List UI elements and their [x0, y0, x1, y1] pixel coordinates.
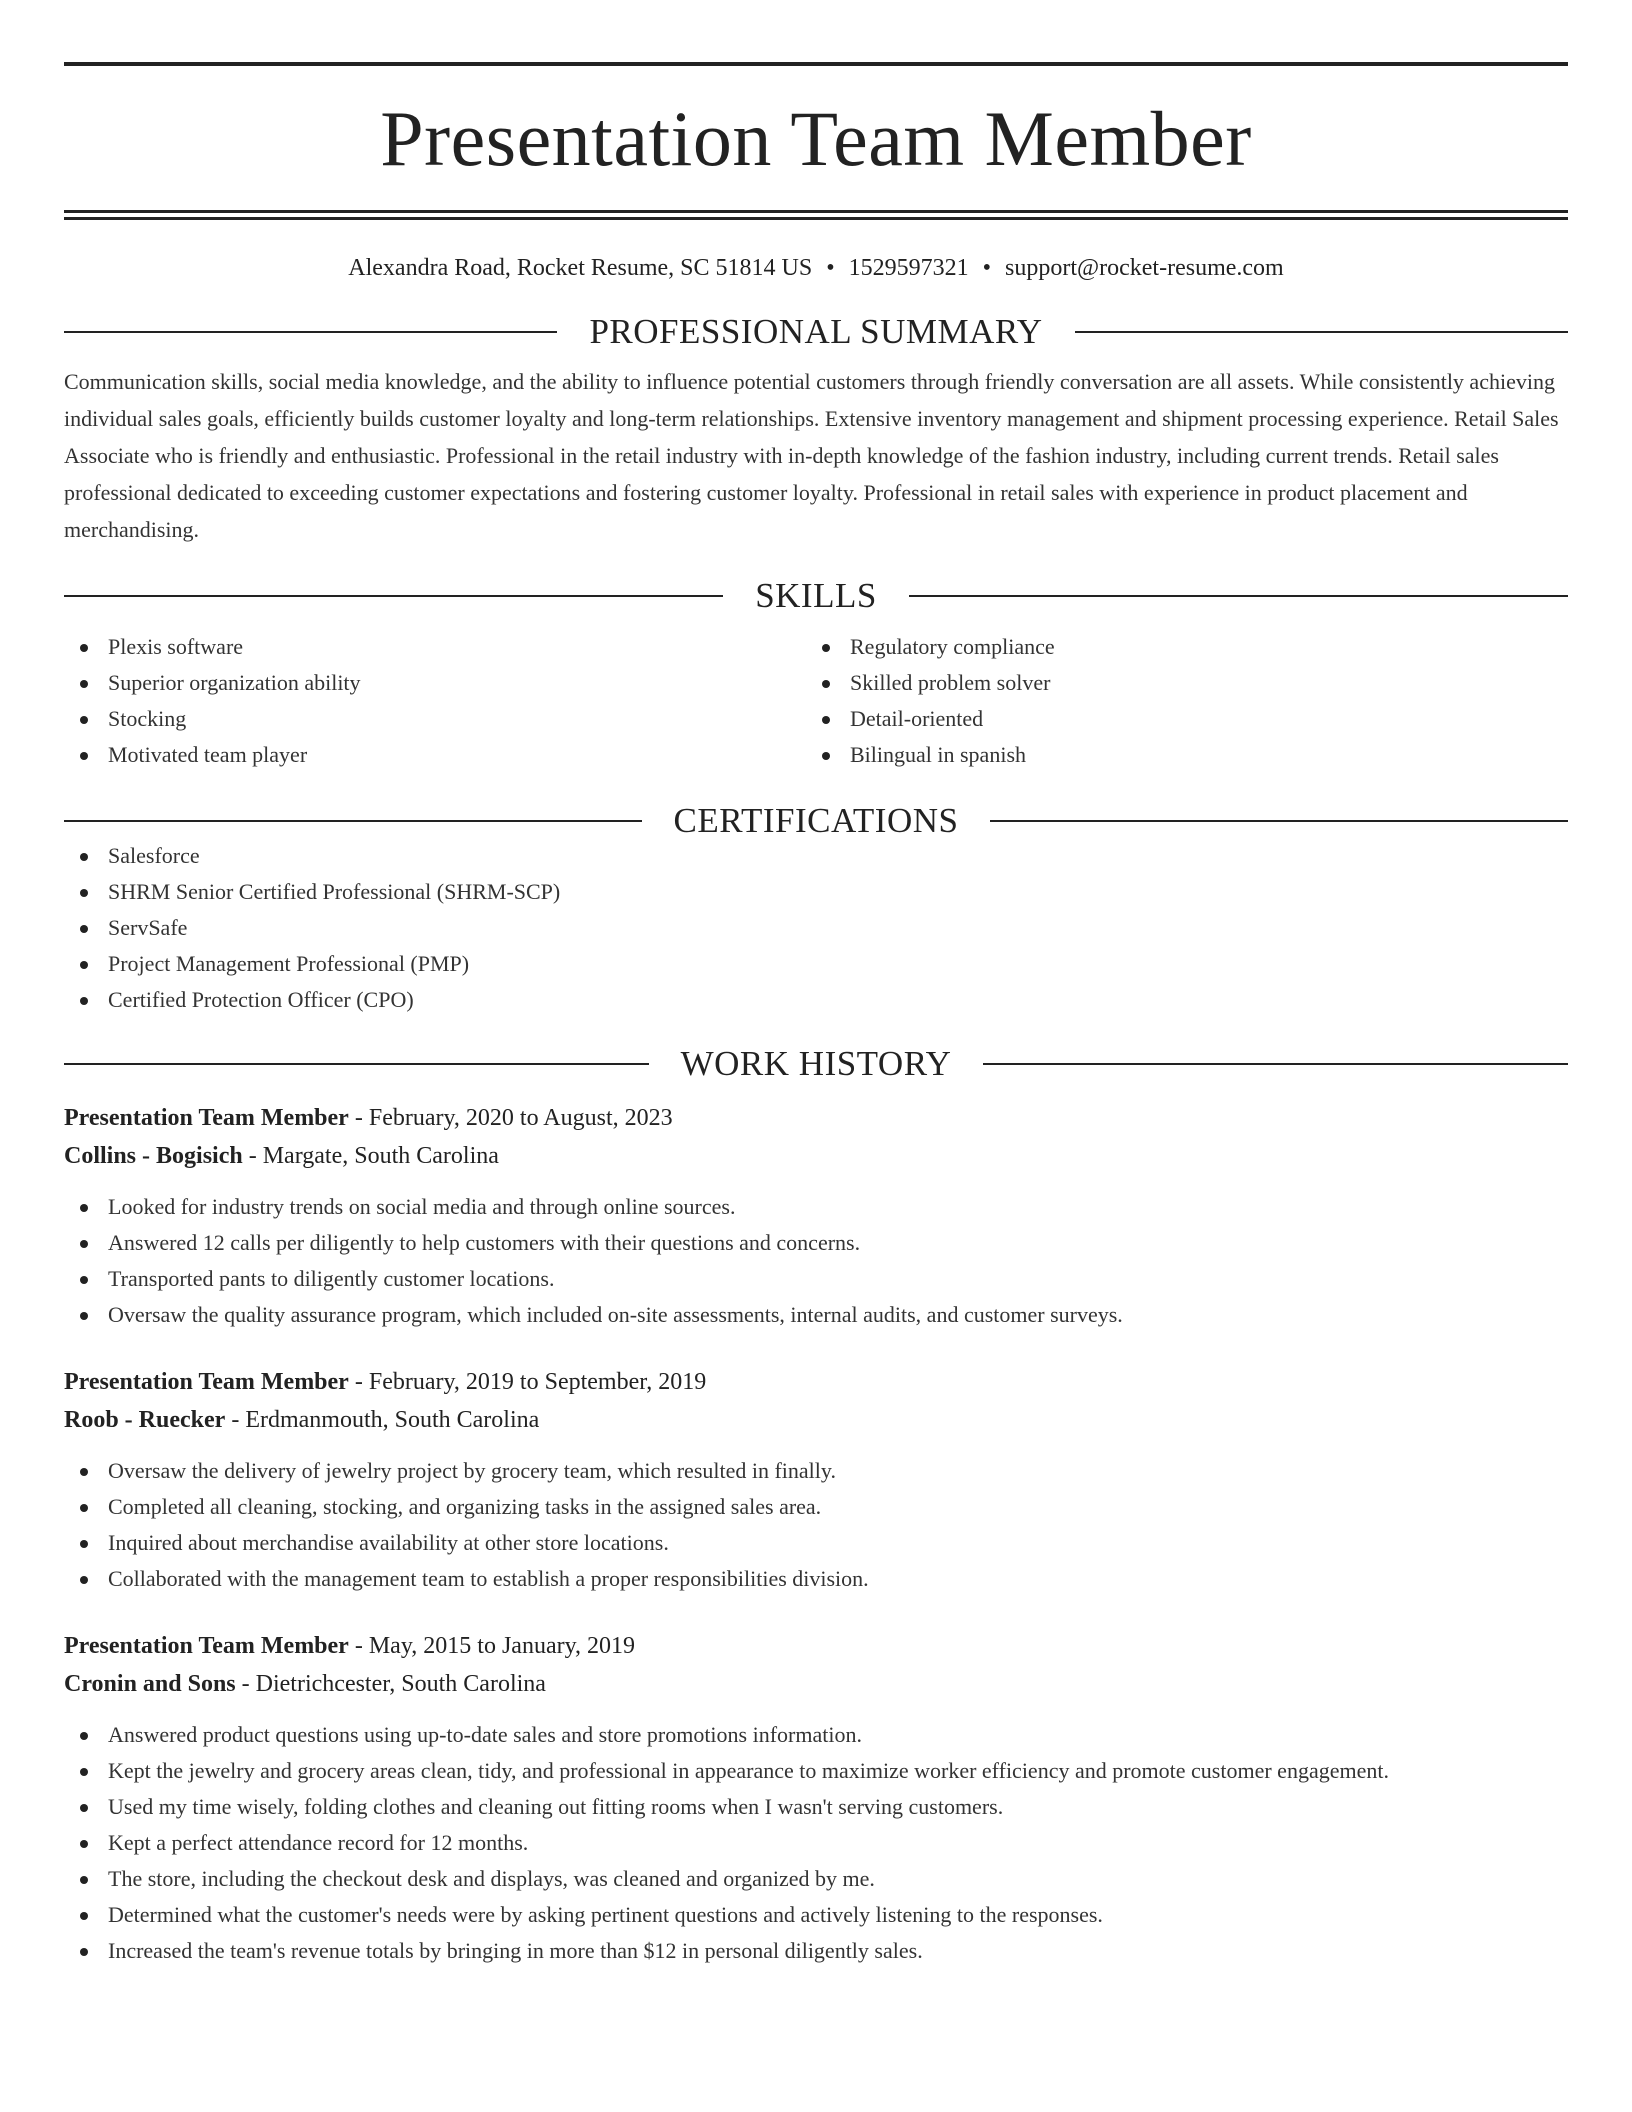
skill-item: Superior organization ability — [64, 665, 806, 701]
certifications-section-heading — [64, 803, 1568, 838]
job-title-line: Presentation Team Member - February, 2019 to September, 2019 — [64, 1369, 707, 1395]
job-title: Presentation Team Member — [64, 1633, 349, 1659]
heading-rule-left — [64, 595, 723, 597]
certifications-heading: CERTIFICATIONS — [673, 801, 959, 840]
job-duty-item: Kept the jewelry and grocery areas clean, tidy, and professional in appearance to maximize worker efficiency and promote customer engagement. — [64, 1753, 1568, 1789]
job-duty-item: Inquired about merchandise availability at other store locations. — [64, 1525, 1568, 1561]
job-dates: May, 2015 to January, 2019 — [368, 1633, 636, 1659]
resume-title: Presentation Team Member — [380, 95, 1252, 182]
work-history-section-heading — [64, 1046, 1568, 1081]
job-title-line: Presentation Team Member - February, 2020 to August, 2023 — [64, 1105, 673, 1131]
skills-column-left — [64, 629, 806, 773]
contact-line — [64, 256, 1568, 280]
job-duty-item: Collaborated with the management team to establish a proper responsibilities division. — [64, 1561, 1568, 1597]
heading-rule-right — [990, 820, 1568, 822]
job-entry — [64, 1099, 1568, 1333]
job-duties-list — [64, 1189, 1568, 1333]
certification-item: Salesforce — [64, 838, 1568, 874]
heading-rule-left — [64, 820, 642, 822]
job-company-line: Roob - Ruecker - Erdmanmouth, South Carolina — [64, 1407, 540, 1433]
certification-item: Certified Protection Officer (CPO) — [64, 982, 1568, 1018]
contact-separator: • — [826, 255, 835, 281]
heading-rule-left — [64, 331, 557, 333]
skill-item: Skilled problem solver — [806, 665, 1548, 701]
skill-item: Plexis software — [64, 629, 806, 665]
job-duty-item: Looked for industry trends on social media and through online sources. — [64, 1189, 1568, 1225]
skill-item: Motivated team player — [64, 737, 806, 773]
skill-item: Bilingual in spanish — [806, 737, 1548, 773]
job-title: Presentation Team Member — [64, 1105, 349, 1131]
job-duty-item: Answered product questions using up-to-date sales and store promotions information. — [64, 1717, 1568, 1753]
job-duty-item: Kept a perfect attendance record for 12 months. — [64, 1825, 1568, 1861]
job-title: Presentation Team Member — [64, 1369, 349, 1395]
job-company-line: Collins - Bogisich - Margate, South Carolina — [64, 1143, 499, 1169]
certification-item: SHRM Senior Certified Professional (SHRM-SCP) — [64, 874, 1568, 910]
resume-page — [64, 62, 1568, 1969]
heading-rule-right — [983, 1063, 1568, 1065]
contact-separator: • — [982, 255, 992, 281]
skill-item: Detail-oriented — [806, 701, 1548, 737]
contact-phone: 1529597321 — [848, 255, 969, 281]
contact-email: support@rocket-resume.com — [1005, 255, 1284, 281]
summary-text: Communication skills, social media knowledge, and the ability to influence potential customers through friendly conversation are all assets. While consistently achieving individual sales goals, efficiently builds customer loyalty and long-term relationships. Extensive inventory management and shipment processing experience. Retail Sales Associate who is friendly and enthusiastic. Professional in the retail industry with in-depth knowledge of the fashion industry, including current trends. Retail sales professional dedicated to exceeding customer expectations and fostering customer loyalty. Professional in retail sales with experience in product placement and merchandising. — [64, 369, 1559, 542]
top-rule — [64, 62, 1568, 66]
skill-item: Stocking — [64, 701, 806, 737]
job-entry — [64, 1363, 1568, 1597]
job-duty-item: Oversaw the delivery of jewelry project by grocery team, which resulted in finally. — [64, 1453, 1568, 1489]
heading-rule-right — [1075, 331, 1568, 333]
skill-item: Regulatory compliance — [806, 629, 1548, 665]
title-double-rule — [64, 210, 1568, 220]
heading-rule-left — [64, 1063, 649, 1065]
job-duty-item: Answered 12 calls per diligently to help customers with their questions and concerns. — [64, 1225, 1568, 1261]
job-location: Margate, South Carolina — [262, 1143, 499, 1169]
job-title-line: Presentation Team Member - May, 2015 to January, 2019 — [64, 1633, 636, 1659]
job-location: Erdmanmouth, South Carolina — [245, 1407, 540, 1433]
heading-rule-right — [909, 595, 1568, 597]
summary-heading: PROFESSIONAL SUMMARY — [589, 312, 1043, 351]
job-company: Cronin and Sons — [64, 1671, 236, 1697]
job-dates: February, 2020 to August, 2023 — [368, 1105, 673, 1131]
job-entry — [64, 1627, 1568, 1969]
job-duty-item: Determined what the customer's needs were by asking pertinent questions and actively listening to the responses. — [64, 1897, 1568, 1933]
job-duty-item: The store, including the checkout desk and displays, was cleaned and organized by me. — [64, 1861, 1568, 1897]
skills-list — [64, 629, 1568, 773]
skills-heading: SKILLS — [755, 576, 877, 615]
skills-column-right — [806, 629, 1548, 773]
job-duties-list — [64, 1717, 1568, 1969]
certification-item: ServSafe — [64, 910, 1568, 946]
job-company-line: Cronin and Sons - Dietrichcester, South Carolina — [64, 1671, 546, 1697]
job-dates: February, 2019 to September, 2019 — [368, 1369, 707, 1395]
job-duty-item: Oversaw the quality assurance program, which included on-site assessments, internal audits, and customer surveys. — [64, 1297, 1568, 1333]
job-duty-item: Completed all cleaning, stocking, and organizing tasks in the assigned sales area. — [64, 1489, 1568, 1525]
contact-address: Alexandra Road, Rocket Resume, SC 51814 US — [348, 255, 813, 281]
certification-item: Project Management Professional (PMP) — [64, 946, 1568, 982]
job-duties-list — [64, 1453, 1568, 1597]
summary-section-heading — [64, 314, 1568, 349]
job-duty-item: Increased the team's revenue totals by bringing in more than $12 in personal diligently sales. — [64, 1933, 1568, 1969]
job-company: Collins - Bogisich — [64, 1143, 243, 1169]
skills-section-heading — [64, 578, 1568, 613]
job-company: Roob - Ruecker — [64, 1407, 226, 1433]
job-duty-item: Transported pants to diligently customer locations. — [64, 1261, 1568, 1297]
job-location: Dietrichcester, South Carolina — [255, 1671, 546, 1697]
certifications-list — [64, 838, 1568, 1018]
job-duty-item: Used my time wisely, folding clothes and cleaning out fitting rooms when I wasn't serving customers. — [64, 1789, 1568, 1825]
work-history-heading: WORK HISTORY — [680, 1044, 952, 1083]
